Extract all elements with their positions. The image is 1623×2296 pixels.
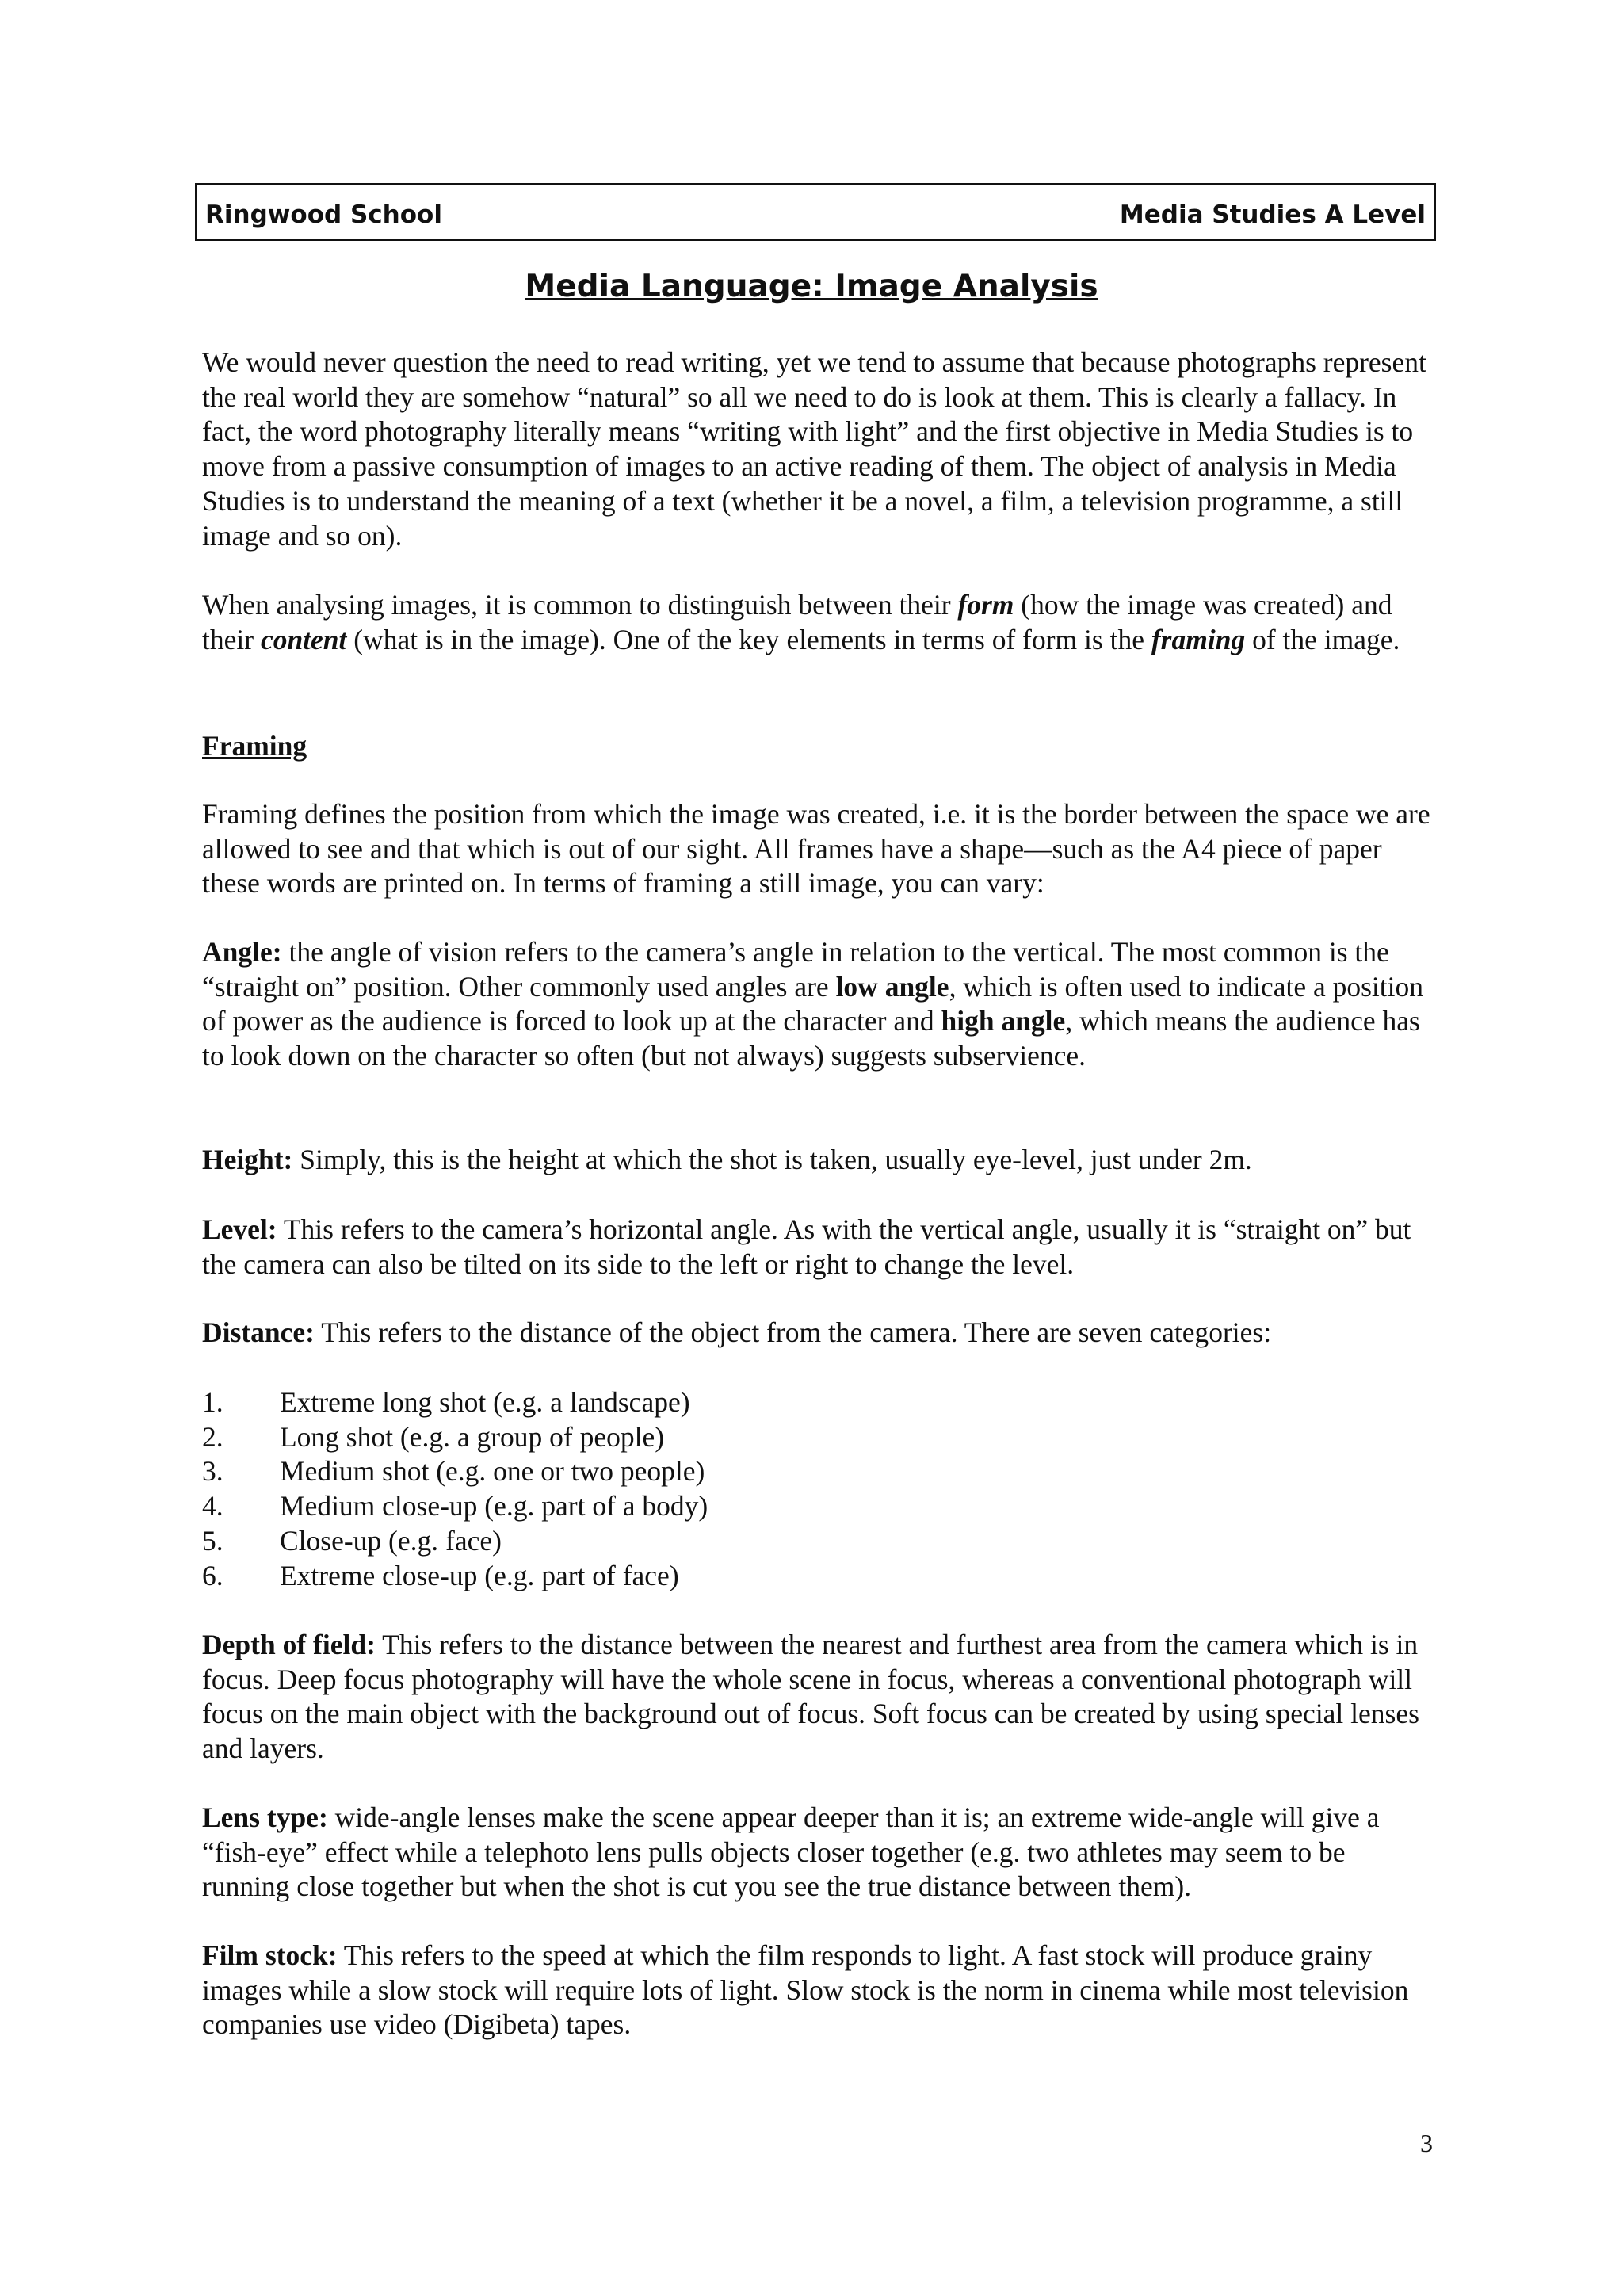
angle-part1: the angle of vision refers to the camera’s angle in relation to the vertical. The most common is the “straight on” position. Other commonly used angles are: [202, 936, 1389, 1003]
film-stock-body: This refers to the speed at which the film responds to light. A fast stock will produce grainy images while a slow stock will require lots of light. Slow stock is the norm in cinema while most television companies use video (Digibeta) tapes.: [202, 1939, 1409, 2041]
level-paragraph: [202, 1213, 1438, 1282]
angle-part2: , which is often used to indicate a position of power as the audience is forced to look up at the character and: [202, 970, 1424, 1037]
depth-paragraph: [202, 1628, 1438, 1767]
lens-body: wide-angle lenses make the scene appear deeper than it is; an extreme wide-angle will give a “fish-eye” effect while a telephoto lens pulls objects closer together (e.g. two athletes may seem to be running close together but when the shot is cut you see the true distance between them).: [202, 1801, 1380, 1903]
list-item-text: Long shot (e.g. a group of people): [280, 1420, 665, 1453]
depth-text: [202, 1628, 1438, 1767]
content-term: content: [260, 623, 347, 655]
height-label: Height:: [202, 1144, 293, 1175]
list-item-text: Extreme close-up (e.g. part of face): [280, 1559, 679, 1591]
level-body: This refers to the camera’s horizontal angle. As with the vertical angle, usually it is “straight on” but the camera can also be tilted on its side to the left or right to change the level.: [202, 1213, 1411, 1280]
level-text: [202, 1213, 1438, 1282]
form-content-part2: (how the image was created) and their: [202, 589, 1392, 655]
height-text: [202, 1143, 1438, 1178]
intro-paragraph: [202, 346, 1438, 553]
distance-list: [202, 1385, 1438, 1593]
lens-paragraph: [202, 1801, 1438, 1904]
form-content-part4: of the image.: [1245, 623, 1400, 655]
list-item: [202, 1454, 1438, 1489]
distance-paragraph: [202, 1316, 1438, 1350]
angle-text: [202, 935, 1438, 1074]
form-content-part3: (what is in the image). One of the key elements in terms of form is the: [346, 623, 1151, 655]
form-content-part1: When analysing images, it is common to distinguish between their: [202, 589, 958, 621]
list-item-number: 5.: [202, 1524, 223, 1557]
list-item: [202, 1559, 1438, 1594]
list-item-number: 2.: [202, 1420, 223, 1453]
list-item-number: 6.: [202, 1559, 223, 1591]
angle-part3: , which means the audience has to look down on the character so often (but not always) suggests subservience.: [202, 1005, 1420, 1072]
page-header: [195, 183, 1436, 241]
list-item-text: Close-up (e.g. face): [280, 1524, 502, 1557]
distance-text: [202, 1316, 1438, 1350]
framing-text: Framing defines the position from which the image was created, i.e. it is the border between the space we are allowed to see and that which is out of our sight. All frames have a shape—such as the A4 piece of paper these words are printed on. In terms of framing a still image, you can vary:: [202, 798, 1430, 900]
film-stock-paragraph: [202, 1939, 1438, 2042]
distance-body: This refers to the distance of the object from the camera. There are seven categories:: [314, 1316, 1272, 1348]
framing-term: framing: [1151, 623, 1246, 655]
form-term: form: [957, 589, 1014, 621]
document-title: Media Language: Image Analysis: [525, 269, 1098, 304]
list-item: [202, 1489, 1438, 1524]
list-item: [202, 1420, 1438, 1455]
list-item-number: 3.: [202, 1455, 223, 1488]
list-item-number: 1.: [202, 1386, 223, 1418]
lens-text: [202, 1801, 1438, 1904]
course-name: Media Studies A Level: [1119, 201, 1426, 229]
high-angle-term: high angle: [941, 1005, 1066, 1037]
depth-label: Depth of field:: [202, 1629, 376, 1660]
film-stock-text: [202, 1939, 1438, 2042]
page-number: 3: [1420, 2129, 1433, 2157]
framing-paragraph: [202, 797, 1438, 901]
height-body: Simply, this is the height at which the shot is taken, usually eye-level, just under 2m.: [292, 1144, 1252, 1175]
school-name: Ringwood School: [205, 201, 442, 229]
intro-text: We would never question the need to read writing, yet we tend to assume that because photographs represent the real world they are somehow “natural” so all we need to do is look at them. This is clearly a fallacy. In fact, the word photography literally means “writing with light” and the first objective in Media Studies is to move from a passive consumption of images to an active reading of them. The object of analysis in Media Studies is to understand the meaning of a text (whether it be a novel, a film, a television programme, a still image and so on).: [202, 346, 1426, 552]
list-item: [202, 1524, 1438, 1559]
distance-list-block: [202, 1385, 1438, 1593]
level-label: Level:: [202, 1213, 277, 1245]
list-item-text: Medium shot (e.g. one or two people): [280, 1455, 705, 1488]
form-content-paragraph: [202, 588, 1438, 657]
angle-label: Angle:: [202, 936, 282, 968]
form-content-text: [202, 588, 1438, 657]
lens-label: Lens type:: [202, 1801, 328, 1833]
angle-paragraph: [202, 935, 1438, 1074]
list-item-text: Medium close-up (e.g. part of a body): [280, 1490, 708, 1522]
film-stock-label: Film stock:: [202, 1939, 338, 1971]
height-paragraph: [202, 1143, 1438, 1178]
distance-label: Distance:: [202, 1316, 315, 1348]
list-item-text: Extreme long shot (e.g. a landscape): [280, 1386, 690, 1418]
framing-heading: Framing: [202, 730, 307, 762]
list-item-number: 4.: [202, 1490, 223, 1522]
low-angle-term: low angle: [835, 970, 949, 1003]
depth-body: This refers to the distance between the nearest and furthest area from the camera which is in focus. Deep focus photography will have the whole scene in focus, whereas a conventional photograph will focus on the main object with the background out of focus. Soft focus can be created by using special lenses and layers.: [202, 1629, 1419, 1765]
list-item: [202, 1385, 1438, 1420]
